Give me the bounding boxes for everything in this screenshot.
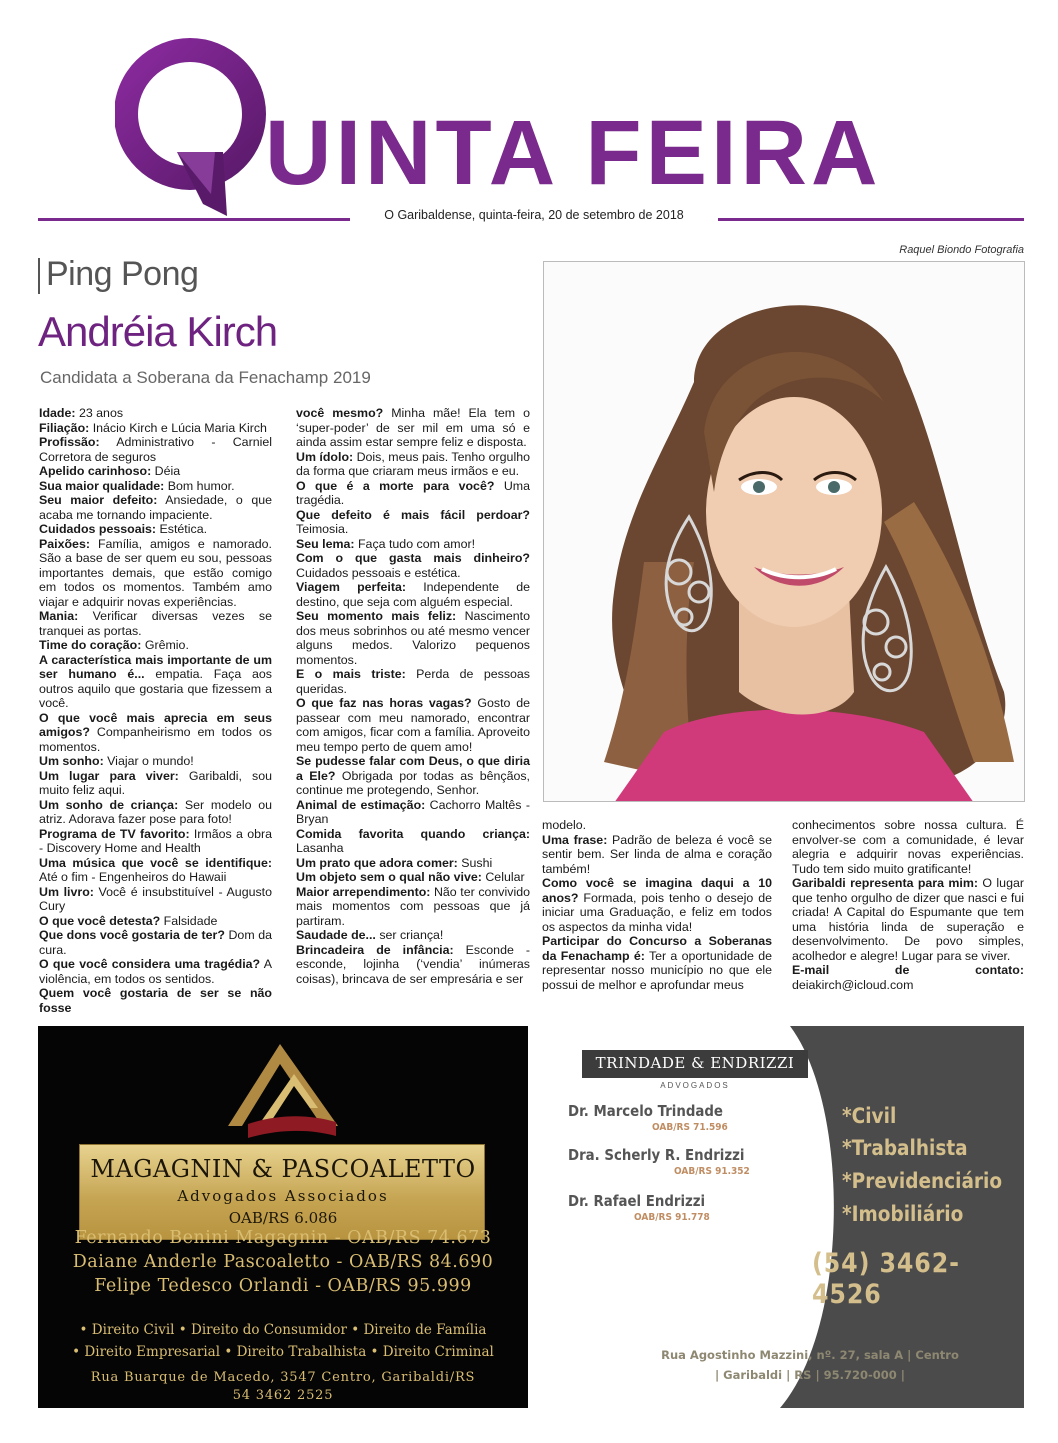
- ad-magagnin-pascoaletto[interactable]: [38, 1026, 528, 1408]
- area-previdenciario: *Previdenciário: [842, 1169, 1003, 1193]
- qa-answer: Não ter convivido mais momentos com pessoas que já partiram.: [296, 884, 530, 928]
- qa-question: Programa de TV favorito:: [39, 826, 190, 841]
- qa-question: Mania:: [39, 609, 79, 623]
- qa-question: Time do coração:: [39, 638, 142, 652]
- qa-answer: Ser modelo ou atriz. Adorava fazer pose para foto!: [39, 797, 272, 826]
- qa-item: [39, 754, 272, 769]
- qa-item: [296, 508, 530, 537]
- qa-answer: Faça tudo com amor!: [354, 536, 476, 551]
- article-column-4: [792, 818, 1024, 992]
- qa-question: Apelido carinhoso:: [39, 464, 152, 478]
- qa-question: E-mail de contato:: [792, 963, 1024, 977]
- qa-question: Um ídolo:: [296, 449, 354, 464]
- qa-answer: ser criança!: [375, 928, 444, 942]
- qa-answer: Companheirismo em todos os momentos.: [39, 725, 272, 754]
- qa-item: [296, 609, 530, 667]
- photo-credit: Raquel Biondo Fotografia: [899, 244, 1024, 256]
- qa-answer: Dom da cura.: [39, 928, 273, 957]
- qa-question: Saudade de...: [296, 928, 376, 942]
- trindade-address-1: Rua Agostinho Mazzini, nº. 27, sala A | Centro: [661, 1348, 959, 1362]
- qa-item: [296, 943, 530, 987]
- qa-item: [792, 876, 1024, 963]
- qa-answer: Celular: [481, 870, 525, 884]
- qa-item: [39, 769, 272, 798]
- qa-item: [296, 856, 530, 871]
- practice-areas-2: • Direito Empresarial • Direito Trabalhista • Direito Criminal: [72, 1344, 494, 1360]
- qa-answer: Uma tragédia.: [296, 478, 530, 507]
- qa-answer: Ansiedade, o que acaba me tornando impaciente.: [39, 493, 272, 522]
- qa-question: Comida favorita quando criança:: [296, 826, 530, 841]
- qa-answer: O lugar que tenho orgulho de dizer que nasci e fui criada! A Capital do Espumante que tem uma história linda de superação e desenvolvimento. De povo simples, acolhedor e alegre! Lugar para se viver.: [792, 876, 1024, 963]
- qa-question: O que você mais aprecia em seus amigos?: [39, 710, 272, 739]
- qa-answer: Bom humor.: [164, 478, 235, 493]
- qa-question: Que dons você gostaria de ter?: [39, 928, 225, 942]
- qa-question: A característica mais importante de um ser humano é...: [39, 652, 272, 681]
- qa-answer: A violência, em todos os sentidos.: [39, 957, 272, 986]
- qa-item: [39, 406, 272, 421]
- qa-item: [296, 450, 530, 479]
- article-subtitle: Candidata a Soberana da Fenachamp 2019: [40, 368, 371, 387]
- firm-name-box: [79, 1144, 485, 1240]
- lawyer-2: Daiane Anderle Pascoaletto - OAB/RS 84.690: [72, 1252, 494, 1272]
- qa-answer: Minha mãe! Ela tem o ‘super-poder’ de ser mil em uma só e ainda assim estar sempre feliz e disposta.: [296, 406, 531, 449]
- masthead-rule-left: [38, 218, 350, 221]
- qa-question: Um prato que adora comer:: [296, 855, 458, 870]
- qa-question: Com o que gasta mais dinheiro?: [296, 551, 530, 565]
- trindade-address-2: | Garibaldi | RS | 95.720-000 |: [714, 1368, 906, 1382]
- qa-answer: Sushi: [457, 855, 493, 870]
- qa-question: Seu momento mais feliz:: [296, 609, 457, 623]
- qa-answer: Formada, pois tenho o desejo de iniciar uma Graduação, e feliz em todos os aspectos da minha vida!: [542, 890, 772, 934]
- qa-question: Como você se imagina daqui a 10 anos?: [542, 876, 772, 905]
- firm-name: MAGAGNIN & PASCOALETTO: [90, 1155, 476, 1183]
- qa-question: Animal de estimação:: [296, 797, 426, 812]
- qa-item: [296, 754, 530, 798]
- qa-item: [296, 537, 530, 552]
- qa-item: [39, 493, 272, 522]
- qa-item: [542, 876, 772, 934]
- lawyer-scherly-oab: OAB/RS 91.352: [674, 1166, 750, 1177]
- dateline: O Garibaldense, quinta-feira, 20 de setembro de 2018: [384, 208, 684, 222]
- qa-answer: modelo.: [542, 818, 587, 832]
- lawyer-marcelo: Dr. Marcelo Trindade: [568, 1102, 723, 1120]
- qa-item: [296, 928, 530, 943]
- qa-item: [39, 464, 272, 479]
- lawyer-1: Fernando Benini Magagnin - OAB/RS 74.673: [74, 1228, 492, 1248]
- mountain-logo-icon: [218, 1036, 348, 1148]
- qa-item: [39, 827, 272, 856]
- qa-item: [39, 653, 272, 711]
- lawyer-rafael: Dr. Rafael Endrizzi: [568, 1192, 706, 1210]
- qa-question: O que faz nas horas vagas?: [296, 696, 472, 710]
- lawyer-scherly: Dra. Scherly R. Endrizzi: [568, 1146, 745, 1164]
- qa-answer: Obrigada por todas as bênçãos, continue me protegendo, Senhor.: [296, 768, 530, 797]
- qa-item: [296, 827, 530, 856]
- qa-item: [39, 435, 272, 464]
- qa-question: Seu lema:: [296, 536, 355, 551]
- qa-question: Seu maior defeito:: [39, 493, 158, 507]
- qa-item: [296, 798, 530, 827]
- qa-question: Um livro:: [39, 884, 94, 899]
- qa-question: você mesmo?: [296, 406, 384, 420]
- person-name: Andréia Kirch: [38, 308, 278, 355]
- section-label: Ping Pong: [46, 255, 199, 293]
- lawyer-3: Felipe Tedesco Orlandi - OAB/RS 95.999: [94, 1276, 472, 1296]
- portrait-photo: [543, 261, 1025, 802]
- qa-answer: Esconde - esconde, lojinha (‘vendia’ inúmeras coisas), brincava de ser empresária e ser: [296, 942, 530, 986]
- qa-item: [39, 928, 272, 957]
- qa-answer: Cuidados pessoais e estética.: [296, 565, 461, 580]
- qa-item: [542, 934, 772, 992]
- lawyer-rafael-oab: OAB/RS 91.778: [634, 1212, 710, 1223]
- qa-question: Quem você gostaria de ser se não fosse: [39, 986, 272, 1015]
- masthead-title-text: UINTA FEIRA: [265, 102, 882, 204]
- trindade-logo-text: TRINDADE & ENDRIZZI: [595, 1054, 795, 1072]
- qa-answer: Cachorro Maltês - Bryan: [296, 797, 530, 826]
- qa-answer: Estética.: [156, 522, 208, 536]
- qa-answer: Padrão de beleza é você se sentir bem. Ser linda de alma e coração também!: [542, 832, 773, 876]
- qa-item: [39, 421, 272, 436]
- qa-question: O que você detesta?: [39, 913, 161, 928]
- firm-subtitle: Advogados Associados: [177, 1187, 389, 1205]
- qa-answer: Inácio Kirch e Lúcia Maria Kirch: [89, 420, 267, 435]
- qa-question: O que você considera uma tragédia?: [39, 957, 261, 971]
- qa-question: Garibaldi representa para mim:: [792, 876, 979, 890]
- qa-question: Idade:: [39, 406, 76, 420]
- qa-question: Um objeto sem o qual não vive:: [296, 870, 482, 884]
- qa-question: Cuidados pessoais:: [39, 522, 157, 536]
- lawyer-marcelo-oab: OAB/RS 71.596: [652, 1122, 728, 1133]
- firm-phone: 54 3462 2525: [232, 1388, 334, 1403]
- qa-item: [39, 798, 272, 827]
- qa-item: [296, 479, 530, 508]
- qa-answer: Independente de destino, que seja com alguém especial.: [296, 580, 530, 609]
- qa-item: [296, 870, 530, 885]
- article-column-3: [542, 818, 772, 992]
- qa-answer: Você é insubstituível - Augusto Cury: [39, 884, 272, 913]
- qa-answer: 23 anos: [75, 406, 124, 420]
- qa-answer: Família, amigos e namorado. São a base de ser quem eu sou, pessoas importantes demais, que estão comigo em todos os momentos. Também amo viajar e adquirir novas experiências.: [39, 536, 272, 609]
- article-column-1: [39, 406, 272, 1015]
- qa-question: Paixões:: [39, 536, 90, 551]
- area-imobiliario: *Imobiliário: [842, 1202, 964, 1226]
- trindade-phone: (54) 3462-4526: [812, 1248, 960, 1310]
- qa-answer: Teimosia.: [296, 522, 349, 536]
- qa-question: Um lugar para viver:: [39, 768, 179, 783]
- trindade-logo-sub: ADVOGADOS: [660, 1081, 730, 1090]
- qa-item: [296, 667, 530, 696]
- qa-question: Maior arrependimento:: [296, 884, 431, 899]
- masthead-rule-right: [718, 218, 1024, 221]
- masthead: [0, 0, 1058, 230]
- qa-answer: empatia. Faça aos outros aquilo que gostaria que fizessem a você.: [39, 667, 272, 710]
- trindade-logo: [582, 1050, 808, 1078]
- qa-answer: conhecimentos sobre nossa cultura. É envolver-se com a comunidade, é levar alegria e adquirir novas experiências. Tudo tem sido muito gratificante!: [792, 818, 1024, 876]
- area-trabalhista: *Trabalhista: [842, 1136, 968, 1160]
- practice-areas-1: • Direito Civil • Direito do Consumidor • Direito de Família: [79, 1322, 487, 1338]
- qa-question: Um sonho:: [39, 754, 104, 768]
- qa-question: Viagem perfeita:: [296, 580, 406, 594]
- qa-question: Participar do Concurso a Soberanas da Fenachamp é:: [542, 934, 772, 963]
- qa-item: [39, 711, 272, 755]
- qa-answer: Até o fim - Engenheiros do Hawaii: [39, 870, 227, 884]
- qa-answer: Dois, meus pais. Tenho orgulho da forma que criaram meus irmãos e eu.: [296, 449, 530, 478]
- ad-trindade-endrizzi[interactable]: [550, 1026, 1024, 1408]
- qa-question: Profissão:: [39, 435, 100, 449]
- section-bar: [38, 258, 40, 294]
- qa-item: [296, 551, 530, 580]
- qa-item: [296, 580, 530, 609]
- firm-oab: OAB/RS 6.086: [228, 1209, 338, 1227]
- qa-item: [792, 963, 1024, 992]
- qa-item: [39, 856, 272, 885]
- qa-item: [39, 522, 272, 537]
- qa-answer: Ter a oportunidade de representar nosso município no que ele possui de melhor e aprofundar meus: [542, 948, 772, 992]
- firm-address: Rua Buarque de Macedo, 3547 Centro, Garibaldi/RS: [90, 1370, 476, 1385]
- qa-answer: Perda de pessoas queridas.: [296, 667, 530, 696]
- qa-item: [39, 479, 272, 494]
- qa-item: [296, 406, 530, 450]
- qa-question: Filiação:: [39, 420, 90, 435]
- qa-answer: Falsidade: [160, 913, 218, 928]
- portrait-illustration: [544, 262, 1025, 802]
- qa-item: [542, 833, 772, 877]
- qa-answer: Irmãos a obra - Discovery Home and Health: [39, 826, 273, 855]
- qa-answer: Administrativo - Carniel Corretora de seguros: [39, 435, 272, 464]
- qa-answer: Lasanha: [296, 841, 344, 855]
- area-civil: *Civil: [842, 1104, 897, 1128]
- qa-question: Uma frase:: [542, 832, 608, 847]
- masthead-title: [115, 34, 995, 224]
- qa-item: [792, 818, 1024, 876]
- qa-item: [39, 914, 272, 929]
- qa-item: [39, 638, 272, 653]
- qa-question: Brincadeira de infância:: [296, 942, 454, 957]
- qa-question: O que é a morte para você?: [296, 478, 495, 493]
- qa-item: [296, 885, 530, 929]
- qa-item: [296, 696, 530, 754]
- qa-answer: Viajar o mundo!: [103, 754, 194, 768]
- qa-item: [39, 537, 272, 610]
- qa-answer: Nascimento dos meus sobrinhos ou até mesmo vencer alguns medos. Valorizo pequenos momentos.: [296, 609, 530, 667]
- qa-answer: Gosto de passear com meu namorado, encontrar com amigos, ficar com a família. Aproveito meu tempo perto de quem amo!: [296, 696, 530, 754]
- qa-question: E o mais triste:: [296, 667, 406, 681]
- qa-question: Se pudesse falar com Deus, o que diria a Ele?: [296, 754, 530, 783]
- qa-item: [542, 818, 772, 833]
- qa-item: [39, 609, 272, 638]
- qa-question: Que defeito é mais fácil perdoar?: [296, 507, 530, 522]
- qa-answer: Garibaldi, sou muito feliz aqui.: [39, 768, 272, 797]
- qa-item: [39, 986, 272, 1015]
- qa-question: Sua maior qualidade:: [39, 478, 165, 493]
- qa-answer: Déia: [151, 464, 181, 478]
- qa-item: [39, 957, 272, 986]
- article-column-2: [296, 406, 530, 986]
- qa-question: Um sonho de criança:: [39, 797, 179, 812]
- qa-item: [39, 885, 272, 914]
- qa-answer: Verificar diversas vezes se tranquei as portas.: [39, 609, 272, 638]
- qa-answer: deiakirch@icloud.com: [792, 977, 914, 992]
- qa-question: Uma música que você se identifique:: [39, 855, 272, 870]
- qa-answer: Grêmio.: [141, 638, 189, 652]
